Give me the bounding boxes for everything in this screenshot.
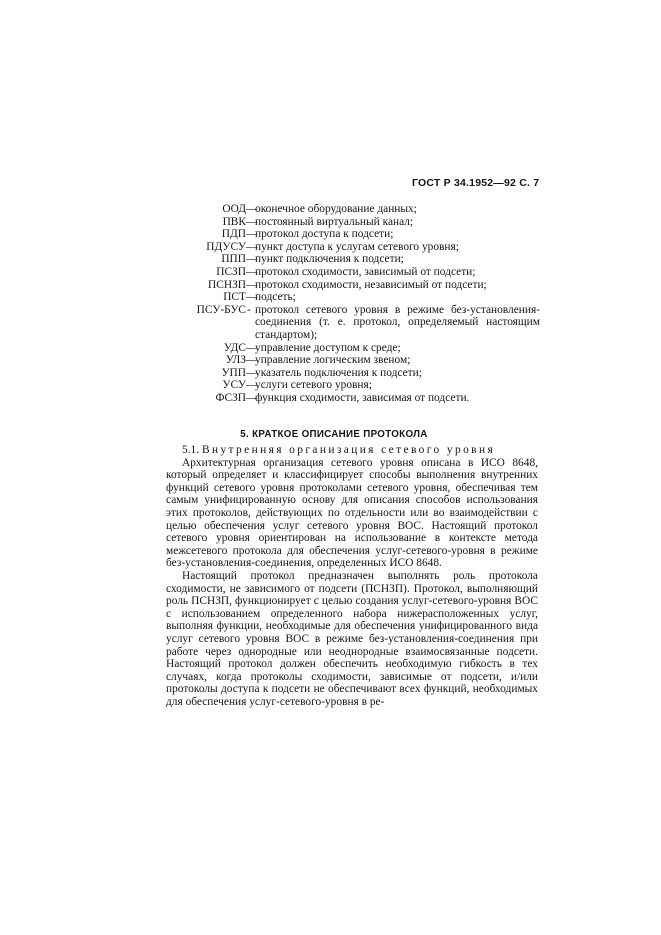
abbreviation-definition: протокол сходимости, независимый от подсети;: [255, 278, 487, 291]
abbreviation-definition: оконечное оборудование данных;: [255, 203, 417, 215]
abbreviation-definition: услуги сетевого уровня;: [255, 379, 372, 392]
dash: —: [246, 228, 258, 241]
abbreviation-term: ПСЗП: [216, 265, 246, 278]
abbreviation-term: ПДУСУ: [206, 240, 246, 253]
dash: —: [246, 240, 258, 253]
abbreviation-term: ППП: [221, 253, 246, 266]
abbreviation-row: [160, 203, 540, 216]
abbreviation-row: [160, 392, 540, 405]
abbreviation-row: [160, 279, 540, 292]
abbreviation-definition: указатель подключения к подсети;: [255, 366, 422, 379]
abbreviation-definition: управление логическим звеном;: [255, 354, 411, 367]
abbreviation-row: [160, 253, 540, 266]
abbreviation-row: [160, 354, 540, 367]
dash: —: [246, 354, 258, 367]
abbreviation-definition: управление доступом к среде;: [255, 341, 401, 354]
abbreviation-term: ПДП: [221, 228, 246, 241]
abbreviation-term: УДС: [223, 341, 246, 354]
abbreviation-term: ФСЗП: [215, 391, 246, 404]
abbreviation-definition: протокол доступа к подсети;: [255, 228, 394, 241]
paragraph: Архитектурная организация сетевого уровня описана в ИСО 8648, который определяет и классифицирует способы выполнения внутренних функций сетевого уровня протоколами сетевого уровня, обеспечивая тем самым унифицированную основу для описания способов использования этих протоколов, действующих по отдельности или во взаимодействии с целью обеспечения услуг сетевого уровня ВОС. Настоящий протокол сетевого уровня ориентирован на использование в контексте метода межсетевого протокола для обеспечения услуг-сетевого-уровня в режиме без-установления-соединения, определенных ИСО 8648.: [166, 456, 538, 570]
abbreviation-row: [160, 304, 540, 342]
subsection-title: Внутренняя организация сетевого уровня: [201, 444, 496, 456]
dash: -: [247, 303, 251, 316]
page-header: ГОСТ Р 34.1952—92 С. 7: [412, 177, 540, 189]
dash: —: [246, 253, 258, 266]
dash: —: [246, 366, 258, 379]
abbreviation-row: [160, 291, 540, 304]
abbreviation-row: [160, 216, 540, 229]
dash: —: [246, 341, 258, 354]
abbreviation-row: [160, 241, 540, 254]
abbreviation-term: ПВК: [222, 215, 246, 228]
abbreviation-definition: пункт подключения к подсети;: [255, 253, 404, 266]
abbreviation-list: [160, 203, 540, 405]
dash: —: [246, 379, 258, 392]
abbreviation-definition: протокол сходимости, зависимый от подсети;: [255, 265, 476, 278]
abbreviation-term: ООД: [222, 203, 246, 215]
abbreviation-row: [160, 379, 540, 392]
abbreviation-term: ПСУ-БУС: [196, 303, 246, 316]
abbreviation-row: [160, 266, 540, 279]
abbreviation-definition: функция сходимости, зависимая от подсети.: [255, 391, 470, 404]
abbreviation-term: УПП: [221, 366, 246, 379]
abbreviation-term: УСУ: [222, 379, 246, 392]
abbreviation-definition: пункт доступа к услугам сетевого уровня;: [255, 240, 459, 253]
abbreviation-definition: протокол сетевого уровня в режиме без-установления-соединения (т. е. протокол, определяемый настоящим стандартом);: [255, 303, 540, 341]
dash: —: [246, 215, 258, 228]
paragraph: Настоящий протокол предназначен выполнять роль протокола сходимости, не зависимого от подсети (ПСНЗП). Протокол, выполняющий роль ПСНЗП, функционирует с целью создания услуг-сетевого-уровня ВОС с использованием определенного набора нижерасположенных услуг, выполняя функции, необходимые для обеспечения унифицированного вида услуг сетевого уровня ВОС в режиме без-установления-соединения при работе через однородные или неоднородные взаимосвязанные подсети. Настоящий протокол должен обеспечить необходимую гибкость в тех случаях, когда протоколы сходимости, зависимые от подсети, и/или протоколы доступа к подсети не обеспечивают всех функций, необходимых для обеспечения услуг-сетевого-уровня в ре-: [166, 569, 538, 708]
subsection-heading: [166, 444, 538, 457]
dash: —: [246, 291, 258, 304]
abbreviation-definition: подсеть;: [255, 291, 296, 304]
abbreviation-definition: постоянный виртуальный канал;: [255, 215, 414, 228]
abbreviation-row: [160, 367, 540, 380]
abbreviation-row: [160, 228, 540, 241]
dash: —: [246, 391, 258, 404]
section-title: 5. КРАТКОЕ ОПИСАНИЕ ПРОТОКОЛА: [240, 429, 428, 440]
body-text: [166, 444, 538, 708]
dash: —: [246, 203, 258, 215]
abbreviation-term: УЛЗ: [225, 354, 246, 367]
abbreviation-term: ПСТ: [223, 291, 246, 304]
dash: —: [246, 278, 258, 291]
abbreviation-term: ПСНЗП: [208, 278, 246, 291]
dash: —: [246, 265, 258, 278]
abbreviation-row: [160, 342, 540, 355]
subsection-number: 5.1.: [182, 444, 200, 456]
